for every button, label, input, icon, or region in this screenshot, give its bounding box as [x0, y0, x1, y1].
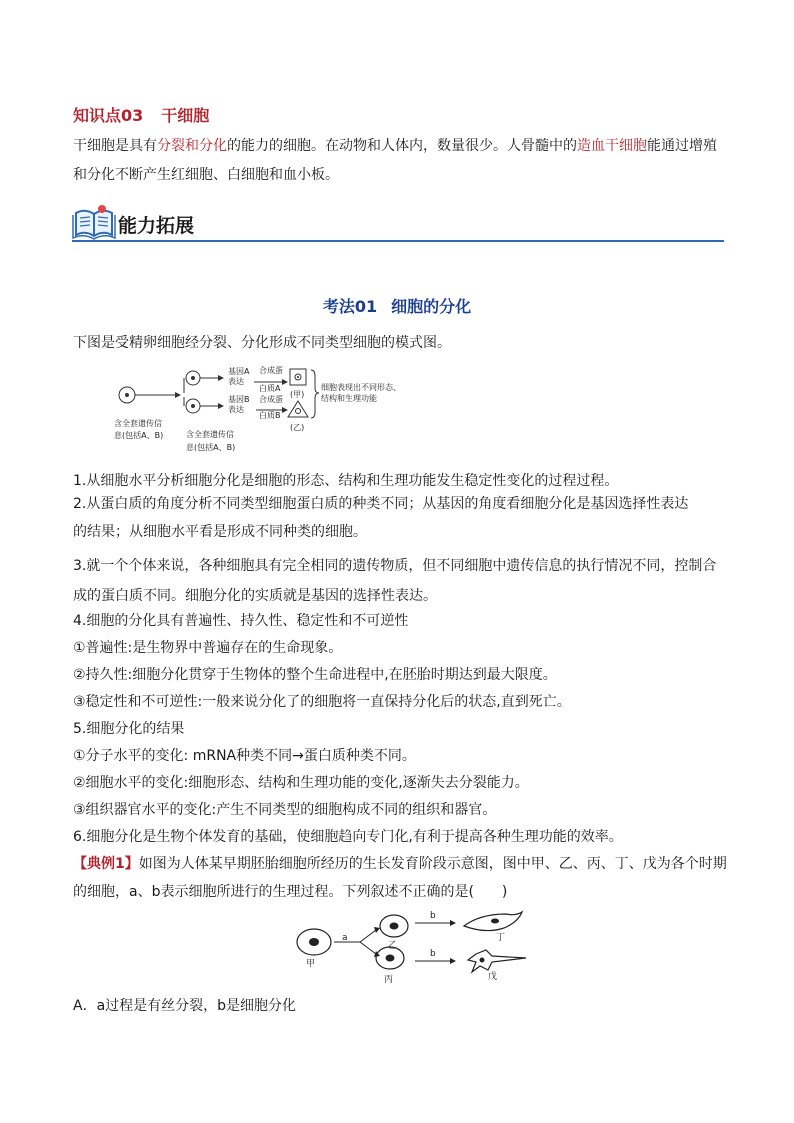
point-4-persistence: ②持久性:细胞分化贯穿于生物体的整个生命进程中,在胚胎时期达到最大限度。 [73, 667, 557, 683]
ability-extension-title: 能力拓展 [118, 215, 195, 237]
knowledge-point-number: 知识点03 [73, 106, 144, 125]
point-2-line-2: 的结果；从细胞水平看是形成不同种类的细胞。 [73, 524, 367, 540]
gene-a-expression-label: 表达 [228, 377, 244, 386]
zygote-caption-2: 息(包括A、B) [114, 431, 164, 440]
point-4-stability: ③稳定性和不可逆性:一般来说分化了的细胞将一直保持分化后的状态,直到死亡。 [73, 694, 571, 710]
point-3-line-1: 3.就一个个体来说，各种细胞具有完全相同的遗传物质，但不同细胞中遗传信息的执行情况不同，控制合 [73, 558, 717, 574]
differentiation-diagram [110, 360, 410, 458]
point-4: 4.细胞的分化具有普遍性、持久性、稳定性和不可逆性 [73, 613, 409, 629]
point-5-cellular: ②细胞水平的变化:细胞形态、结构和生理功能的变化,逐渐失去分裂能力。 [73, 775, 529, 791]
knowledge-point-title: 干细胞 [161, 106, 210, 125]
point-3-line-2: 成的蛋白质不同。细胞分化的实质就是基因的选择性表达。 [73, 588, 437, 604]
intro-text: 下图是受精卵细胞经分裂、分化形成不同类型细胞的模式图。 [73, 335, 451, 351]
process-b-bottom-label: b [430, 949, 436, 959]
method-number: 考法01 [322, 297, 378, 316]
point-5: 5.细胞分化的结果 [73, 721, 185, 737]
embryo-development-diagram [290, 906, 540, 988]
protein-a-label-2: 白质A [259, 384, 281, 393]
cell-ding-label: 丁 [496, 933, 506, 943]
cell-caption-1: 含全套遗传信 [186, 430, 234, 439]
highlight-hematopoietic-stem-cell: 造血干细胞 [577, 138, 647, 154]
cell-wu-label: 戊 [488, 972, 498, 982]
knowledge-point-heading [73, 103, 209, 126]
differentiation-note-1: 细胞表现出不同形态、 [321, 383, 401, 392]
gene-b-expression-label: 表达 [228, 405, 244, 414]
open-book-icon [72, 203, 116, 241]
point-2-line-1: 2.从蛋白质的角度分析不同类型细胞蛋白质的种类不同；从基因的角度看细胞分化是基因选择性表达 [73, 496, 689, 512]
highlight-division-differentiation: 分裂和分化 [157, 138, 227, 154]
protein-b-label-1: 合成蛋 [259, 395, 283, 404]
cell-yi-label: 乙 [388, 941, 398, 951]
gene-a-label: 基因A [228, 367, 250, 376]
method-title: 细胞的分化 [391, 297, 472, 316]
point-1: 1.从细胞水平分析细胞分化是细胞的形态、结构和生理功能发生稳定性变化的过程过程。 [73, 473, 619, 489]
protein-a-label-1: 合成蛋 [259, 366, 283, 375]
section-divider [72, 240, 724, 242]
zygote-caption-1: 含全套遗传信 [114, 419, 162, 428]
example-1-question-line-1: 【典例1】如图为人体某早期胚胎细胞所经历的生长发育阶段示意图，图中甲、乙、丙、丁、戊为各个时期 [73, 856, 727, 872]
point-4-universality: ①普遍性:是生物界中普遍存在的生命现象。 [73, 640, 343, 656]
gene-b-label: 基因B [228, 395, 250, 404]
differentiation-note-2: 结构和生理功能 [321, 394, 377, 403]
option-a[interactable]: A．a过程是有丝分裂，b是细胞分化 [73, 998, 297, 1014]
example-1-tag: 【典例1】 [73, 856, 139, 872]
example-1-question-line-2: 的细胞，a、b表示细胞所进行的生理过程。下列叙述不正确的是( ) [73, 884, 508, 900]
point-6: 6.细胞分化是生物个体发育的基础，使细胞趋向专门化,有利于提高各种生理功能的效率。 [73, 829, 623, 845]
method-heading [0, 294, 794, 317]
cell-wu-shape [468, 950, 526, 972]
cell-jia-label: (甲) [290, 390, 305, 399]
cell-yi-label: (乙) [290, 423, 305, 432]
point-5-tissue: ③组织器官水平的变化:产生不同类型的细胞构成不同的组织和器官。 [73, 802, 497, 818]
process-b-top-label: b [430, 911, 436, 921]
process-a-label: a [342, 933, 348, 943]
protein-b-label-2: 白质B [259, 411, 281, 420]
cell-jia-label: 甲 [306, 959, 316, 969]
point-5-molecular: ①分子水平的变化: mRNA种类不同→蛋白质种类不同。 [73, 748, 416, 764]
cell-caption-2: 息(包括A、B) [186, 443, 236, 452]
cell-bing-label: 丙 [384, 975, 394, 985]
knowledge-point-paragraph: 干细胞是具有分裂和分化的能力的细胞。在动物和人体内，数量很少。人骨髓中的造血干细胞能通过增殖和分化不断产生红细胞、白细胞和血小板。 [73, 138, 717, 183]
